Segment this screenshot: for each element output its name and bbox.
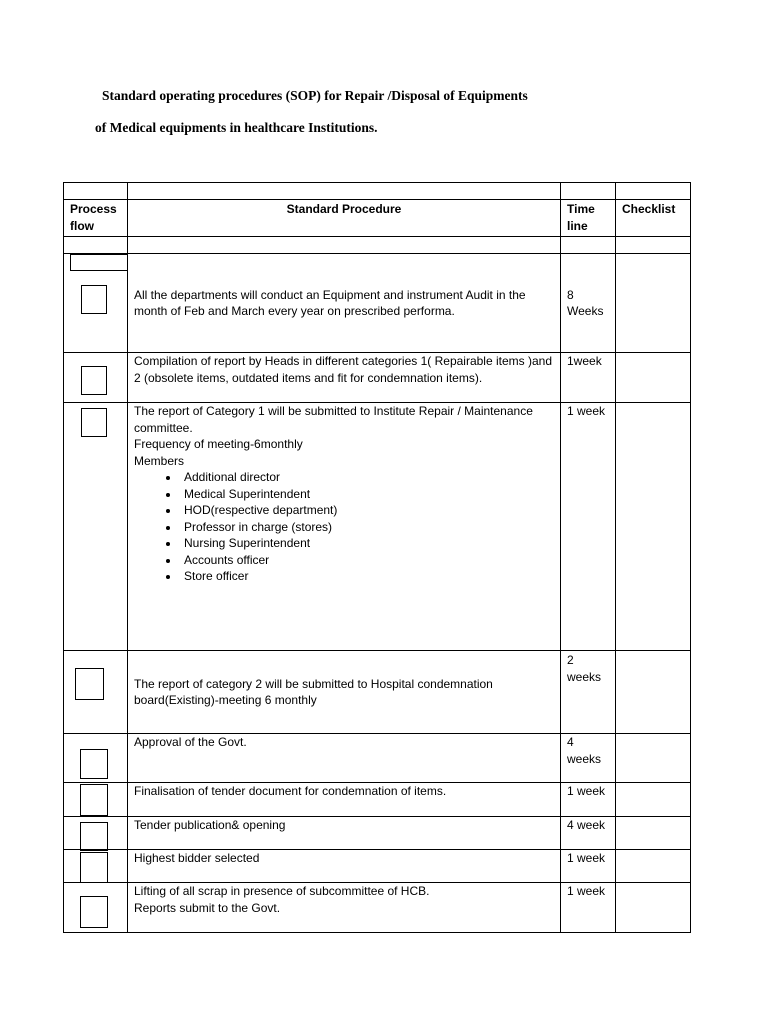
procedure-cell: Tender publication& opening xyxy=(128,817,561,850)
checklist-cell xyxy=(616,883,691,933)
process-flow-box xyxy=(80,852,108,883)
timeline-cell: 2 weeks xyxy=(561,651,616,734)
list-item: • Nursing Superintendent xyxy=(180,535,554,552)
checklist-cell xyxy=(616,353,691,403)
process-flow-cell xyxy=(64,850,128,883)
header-checklist: Checklist xyxy=(616,200,691,237)
header-standard-procedure: Standard Procedure xyxy=(128,200,561,237)
checklist-cell xyxy=(616,254,691,353)
checklist-cell xyxy=(616,850,691,883)
table-row xyxy=(64,817,691,850)
procedure-cell: The report of category 2 will be submitted to Hospital condemnation board(Existing)-meeting 6 monthly xyxy=(128,651,561,734)
process-flow-cell xyxy=(64,817,128,850)
timeline-cell: 1 week xyxy=(561,783,616,817)
list-item: • Professor in charge (stores) xyxy=(180,519,554,536)
table-row xyxy=(64,783,691,817)
checklist-cell xyxy=(616,403,691,651)
table-row-blank-spacer xyxy=(64,237,691,254)
process-flow-box xyxy=(81,285,107,314)
list-item: • Store officer xyxy=(180,568,554,585)
procedure-text-line: The report of Category 1 will be submitted to Institute Repair / Maintenance committee. xyxy=(134,404,533,435)
process-flow-cell xyxy=(64,651,128,734)
procedure-cell: Finalisation of tender document for condemnation of items. xyxy=(128,783,561,817)
empty-cell xyxy=(128,183,561,200)
table-header-row xyxy=(64,200,691,237)
timeline-cell: 8 Weeks xyxy=(561,254,616,353)
process-flow-box xyxy=(80,749,108,779)
process-flow-cell xyxy=(64,734,128,783)
checklist-cell xyxy=(616,734,691,783)
process-flow-cell xyxy=(64,883,128,933)
empty-cell xyxy=(64,183,128,200)
table-row xyxy=(64,734,691,783)
sop-table xyxy=(63,182,691,933)
members-list xyxy=(134,469,554,585)
document-title-line-2: of Medical equipments in healthcare Institutions. xyxy=(95,120,378,135)
process-flow-box xyxy=(80,784,108,816)
empty-cell xyxy=(616,237,691,254)
process-flow-start-box xyxy=(70,254,128,271)
table-row xyxy=(64,353,691,403)
empty-cell xyxy=(616,183,691,200)
procedure-cell xyxy=(128,883,561,933)
header-time-line: Time line xyxy=(561,200,616,237)
timeline-cell: 1week xyxy=(561,353,616,403)
document-title-line-1: Standard operating procedures (SOP) for Repair /Disposal of Equipments xyxy=(102,88,528,103)
process-flow-cell xyxy=(64,353,128,403)
table-row xyxy=(64,651,691,734)
procedure-text-line: Members xyxy=(134,453,185,468)
procedure-cell: Highest bidder selected xyxy=(128,850,561,883)
process-flow-cell xyxy=(64,254,128,353)
process-flow-box xyxy=(81,366,107,395)
process-flow-box xyxy=(81,408,107,437)
header-process-flow: Process flow xyxy=(64,200,128,237)
list-item: • Additional director xyxy=(180,469,554,486)
procedure-cell: All the departments will conduct an Equipment and instrument Audit in the month of Feb and March every year on prescribed performa. xyxy=(128,254,561,353)
empty-cell xyxy=(561,183,616,200)
timeline-cell: 4 weeks xyxy=(561,734,616,783)
empty-cell xyxy=(64,237,128,254)
list-item: • Medical Superintendent xyxy=(180,486,554,503)
table-row xyxy=(64,883,691,933)
table-row xyxy=(64,850,691,883)
procedure-text-line: Lifting of all scrap in presence of subcommittee of HCB. xyxy=(134,884,430,898)
empty-cell xyxy=(128,237,561,254)
procedure-cell xyxy=(128,403,561,651)
procedure-text-line: Reports submit to the Govt. xyxy=(134,900,281,915)
procedure-cell: Compilation of report by Heads in different categories 1( Repairable items )and 2 (obsolete items, outdated items and fit for condemnation items). xyxy=(128,353,561,403)
timeline-cell: 1 week xyxy=(561,850,616,883)
checklist-cell xyxy=(616,817,691,850)
timeline-cell: 1 week xyxy=(561,883,616,933)
checklist-cell xyxy=(616,651,691,734)
procedure-cell: Approval of the Govt. xyxy=(128,734,561,783)
process-flow-box xyxy=(75,668,104,700)
procedure-text-line: Frequency of meeting-6monthly xyxy=(134,437,303,451)
table-row xyxy=(64,403,691,651)
empty-cell xyxy=(561,237,616,254)
table-row-blank-top xyxy=(64,183,691,200)
timeline-cell: 1 week xyxy=(561,403,616,651)
checklist-cell xyxy=(616,783,691,817)
list-item: • Accounts officer xyxy=(180,552,554,569)
process-flow-cell xyxy=(64,783,128,817)
process-flow-box xyxy=(80,822,108,851)
timeline-cell: 4 week xyxy=(561,817,616,850)
table-row xyxy=(64,254,691,353)
list-item: • HOD(respective department) xyxy=(180,502,554,519)
process-flow-cell xyxy=(64,403,128,651)
process-flow-box xyxy=(80,896,108,928)
